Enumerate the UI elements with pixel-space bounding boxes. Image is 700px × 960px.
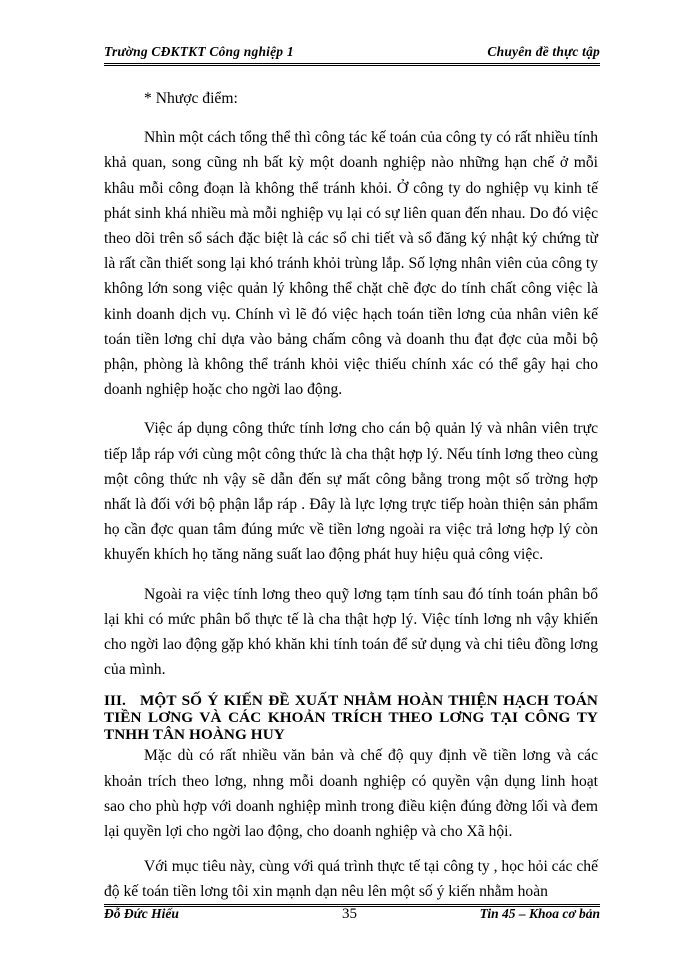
footer-class: Tin 45 – Khoa cơ bản <box>479 906 600 921</box>
header-school: Trường CĐKTKT Công nghiệp 1 <box>104 44 294 59</box>
page-body <box>104 86 598 905</box>
page-footer <box>104 904 600 930</box>
header-report-type: Chuyên đề thực tập <box>487 44 600 59</box>
paragraph-1: Nhìn một cách tổng thể thì công tác kế toán của công ty có rất nhiều tính khả quan, song cũng nh bất kỳ một doanh nghiệp nào những hạn chế ở mỗi khâu mỗi công đoạn là không thể tránh khỏi. Ở công ty do nghiệp vụ kinh tế phát sinh khá nhiều mà mỗi nghiệp vụ lại có sự liên quan đến nhau. Do đó việc theo dõi trên sổ sách đặc biệt là các sổ chi tiết và sổ đăng ký nhật ký chứng từ là rất cần thiết song lại khó tránh khỏi trùng lắp. Số lợng nhân viên của công ty không lớn song việc quản lý không thể chặt chẽ đợc do tính chất công việc là kinh doanh dịch vụ. Chính vì lẽ đó việc hạch toán tiền lơng của nhân viên kế toán tiền lơng chỉ dựa vào bảng chấm công và doanh thu đạt đợc của mỗi bộ phận, phòng là không thể tránh khỏi việc thiếu chính xác có thể gây hại cho doanh nghiệp hoặc cho ngời lao động. <box>104 129 598 399</box>
paragraph-5: Với mục tiêu này, cùng với quá trình thực tế tại công ty , học hỏi các chế độ kế toán tiền lơng tôi xin mạnh dạn nêu lên một số ý kiến nhằm hoàn <box>104 858 598 901</box>
spacer <box>104 844 598 854</box>
page-number: 35 <box>342 906 357 922</box>
paragraph-4: Mặc dù có rất nhiều văn bản và chế độ quy định về tiền lơng và các khoản trích theo lơng, nhng mỗi doanh nghiệp có quyền vận dụng linh hoạt sao cho phù hợp với doanh nghiệp mình trong điều kiện đúng đờng lối và đem lại quyền lợi cho ngời lao động, cho doanh nghiệp và cho Xã hội. <box>104 747 598 841</box>
section-title: MỘT SỐ Ý KIẾN ĐỀ XUẤT NHẰM HOÀN THIỆN HẠCH TOÁN TIỀN LƠNG VÀ CÁC KHOẢN TRÍCH THEO LƠNG TẠI CÔNG TY TNHH TÂN HOÀNG HUY <box>104 692 598 744</box>
header-rule <box>104 63 600 68</box>
paragraph-3: Ngoài ra việc tính lơng theo quỹ lơng tạm tính sau đó tính toán phân bổ lại khi có mức phân bổ thực tế là cha thật hợp lý. Việc tính lơng nh vậy khiến cho ngời lao động gặp khó khăn khi tính toán để sử dụng và chi tiêu đồng lơng của mình. <box>104 585 598 679</box>
spacer <box>104 682 598 692</box>
section-number: III. <box>104 692 126 710</box>
subheading-weaknesses: * Nhược điểm: <box>144 90 238 107</box>
paragraph-2: Việc áp dụng công thức tính lơng cho cán bộ quản lý và nhân viên trực tiếp lắp ráp với cùng một công thức là cha thật hợp lý. Nếu tính lơng theo cùng một công thức nh vậy sẽ dẫn đến sự mất công bằng trong một số trờng hợp nhất là đối với bộ phận lắp ráp . Đây là lực lợng trực tiếp hoàn thiện sản phẩm họ cần đợc quan tâm đúng mức về tiền lơng ngoài ra việc trả lơng hợp lý còn khuyến khích họ tăng năng suất lao động phát huy hiệu quả công việc. <box>104 420 598 564</box>
page-header <box>104 44 600 68</box>
spacer <box>104 402 598 416</box>
footer-author: Đỗ Đức Hiếu <box>104 906 179 921</box>
section-heading <box>104 692 598 743</box>
spacer <box>104 111 598 125</box>
spacer <box>104 568 598 582</box>
